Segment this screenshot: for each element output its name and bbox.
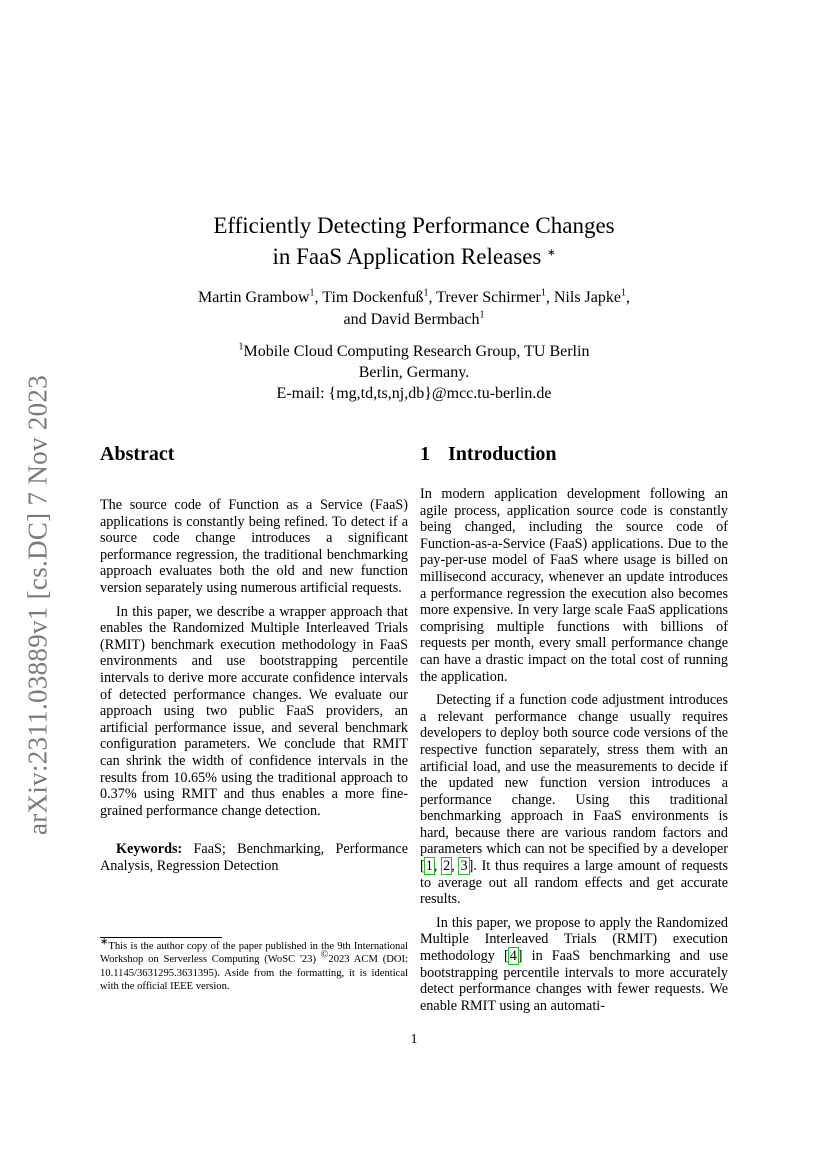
arxiv-identifier-stamp: [18, 365, 58, 845]
author-line-1: [100, 287, 728, 309]
footnote-text: 2023 ACM (DOI: 10.1145/3631295.3631395). Aside from the formatting, it is identical with the official IEEE version.: [100, 954, 408, 993]
intro-paragraph-2: Detecting if a function code adjustment introduces a relevant performance change usually requires developers to deploy both source code versions of the respective function separately, stress them with an artificial load, and use the measurements to decide if the updated new function version introduces a performance change. Using this traditional benchmarking approach in FaaS environments is hard, because there are various random factors and parameters which can not be specified by a developer [1, 2, 3]. It thus requires a large amount of requests to average out all random effects and get accurate results.: [420, 692, 728, 908]
citation-link[interactable]: 2: [443, 858, 451, 875]
keywords-paragraph: [100, 841, 408, 874]
keywords-text: FaaS; Benchmarking, Performance Analysis, Regression Detection: [100, 841, 408, 874]
author-line-2: [100, 309, 728, 331]
author-affiliation-marker: 1: [479, 309, 485, 321]
footnote-marker: ∗: [100, 936, 109, 948]
introduction-heading: [420, 443, 557, 466]
author-separator: ,: [314, 289, 323, 306]
affiliation-email: E-mail: {mg,td,ts,nj,db}@mcc.tu-berlin.de: [276, 385, 552, 402]
author-separator: ,: [625, 289, 630, 306]
intro-paragraph-2-text: Detecting if a function code adjustment introduces a relevant performance change usually requires developers to deploy both source code versions of the respective function separately, stress them with an artificial load, and use the measurements to decide if the updated new function version introduces a performance change. Using this traditional benchmarking approach in FaaS environments is hard, because there are various random factors and parameters which can not be specified by a developer [: [420, 692, 728, 875]
section-number: 1: [420, 443, 430, 465]
citation-link[interactable]: 1: [425, 858, 433, 875]
intro-paragraph-1: In modern application development following an agile process, application source code is constantly being changed, including the source code of Function-as-a-Service (FaaS) applications. Due to the pay-per-use model of FaaS where usage is billed on millisecond accuracy, whenever an update introduces a performance regression the execution also becomes more expensive. In very large scale FaaS applications comprising multiple functions with billions of requests per month, every small performance change can have a drastic impact on the total cost of running the application.: [420, 486, 728, 685]
intro-paragraph-3-text: In this paper, we propose to apply the Randomized Multiple Interleaved Trials (RMIT) execution methodology [: [420, 914, 728, 965]
copyright-symbol: ©: [320, 949, 329, 961]
affiliation-block: [100, 341, 728, 404]
affiliation-city: Berlin, Germany.: [358, 364, 470, 381]
author-list: [100, 287, 728, 331]
citation-link[interactable]: 3: [460, 858, 468, 875]
author-name: Tim Dockenfuß: [322, 289, 424, 306]
author-name: Nils Japke: [553, 289, 621, 306]
abstract-heading: Abstract: [100, 443, 175, 465]
author-separator: ,: [428, 289, 437, 306]
arxiv-id-text: arXiv:2311.03889v1 [cs.DC] 7 Nov 2023: [22, 374, 53, 836]
section-title: Introduction: [448, 443, 557, 465]
title-line-1: Efficiently Detecting Performance Changes: [213, 213, 615, 238]
author-affiliation-marker: 1: [540, 287, 546, 299]
keywords-label: Keywords:: [116, 841, 183, 858]
footnote-text: This is the author copy of the paper published in the 9th International Workshop on Serverless Computing (WoSC '23): [100, 941, 408, 966]
page-number: 1: [410, 1032, 418, 1047]
abstract-paragraph-1: The source code of Function as a Service (FaaS) applications is constantly being refined. To detect if a source code change introduces a significant performance regression, the traditional benchmarking approach evaluates both the old and new function version separately using numerous artificial requests.: [100, 497, 408, 596]
author-name: Trever Schirmer: [436, 289, 541, 306]
paper-title: [100, 210, 728, 272]
footnote: [100, 936, 408, 994]
author-affiliation-marker: 1: [620, 287, 626, 299]
introduction-column: [420, 486, 728, 1021]
intro-paragraph-2-text: ]. It thus requires a large amount of requests to average out all random effects and get accurate results.: [420, 858, 728, 908]
affiliation-group-line: [100, 341, 728, 362]
title-line-2-text: in FaaS Application Releases: [272, 244, 542, 269]
author-name: Martin Grambow: [198, 289, 310, 306]
abstract-column: [100, 497, 408, 881]
intro-paragraph-3-text: ] in FaaS benchmarking and use bootstrapping percentile intervals to more accurately detect performance changes with fewer requests. We enable RMIT using an automati-: [420, 948, 728, 1014]
author-separator: ,: [545, 289, 554, 306]
title-line-2: [100, 241, 728, 272]
affiliation-marker: 1: [238, 341, 244, 353]
title-footnote-marker[interactable]: ∗: [547, 247, 556, 259]
author-affiliation-marker: 1: [423, 287, 429, 299]
author-affiliation-marker: 1: [309, 287, 315, 299]
abstract-paragraph-2: In this paper, we describe a wrapper approach that enables the Randomized Multiple Interleaved Trials (RMIT) benchmark execution methodology in FaaS environments and use bootstrapping percentile intervals to derive more accurate confidence intervals of detected performance changes. We evaluate our approach using two public FaaS providers, an artificial performance issue, and several benchmark configuration parameters. We conclude that RMIT can shrink the width of confidence intervals in the results from 10.65% using the traditional approach to 0.37% using RMIT and thus enables a more fine-grained performance change detection.: [100, 603, 408, 819]
author-name: and David Bermbach: [343, 311, 480, 328]
footnote-divider: [100, 937, 222, 938]
intro-paragraph-3: [420, 915, 728, 1015]
citation-link[interactable]: 4: [509, 948, 517, 965]
affiliation-group: Mobile Cloud Computing Research Group, TU Berlin: [243, 343, 590, 360]
